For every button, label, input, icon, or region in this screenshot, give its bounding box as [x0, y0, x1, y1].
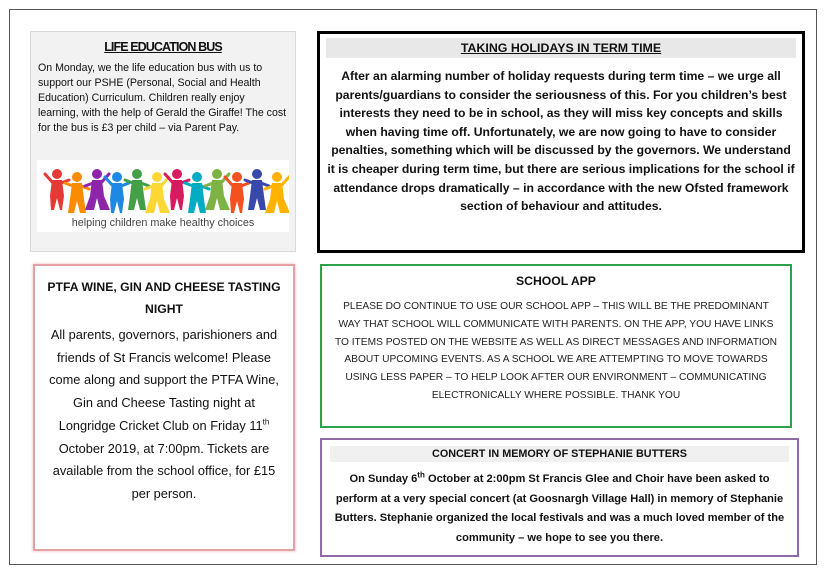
app-title: SCHOOL APP	[516, 274, 596, 288]
child-figure	[185, 172, 209, 213]
life-education-logo	[37, 160, 289, 232]
holidays-body: After an alarming number of holiday requests during term time – we urge all parents/guardians to consider the seriousness of this. For you children’s best interests they need to be in school, as they will miss key concepts and skills when having time off. Unfortunately, we are now going to have to consider penalties, something which will be discussed by the governors. We understand it is cheaper during term time, but there are serious implications for the school if attendance drops dramatically – in accordance with the new Ofsted framework section of behaviour and attitudes.	[327, 69, 795, 214]
child-figure	[165, 169, 189, 210]
ptfa-ordinal: th	[262, 417, 270, 427]
newsletter-page	[9, 9, 817, 565]
child-figure	[65, 172, 89, 213]
ptfa-body-start: All parents, governors, parishioners and friends of St Francis welcome! Please come along and support the PTFA Wine, Gin and Cheese Tasting night at Longridge Cricket Club on Friday 11	[49, 327, 279, 433]
concert-title: CONCERT IN MEMORY OF STEPHANIE BUTTERS	[330, 446, 789, 462]
child-figure	[45, 169, 69, 210]
ptfa-tasting-night-panel	[33, 264, 295, 551]
children-figures-image	[37, 160, 289, 216]
concert-body-end: October at 2:00pm St Francis Glee and Choir have been asked to perform at a very special concert (at Goosnargh Village Hall) in memory of Stephanie Butters. Stephanie organized the local festivals and was a much loved member of the community – we hope to see you there.	[334, 473, 785, 545]
bus-title: LIFE EDUCATION BUS	[104, 40, 222, 54]
term-holidays-panel	[317, 31, 805, 253]
school-app-panel	[320, 264, 792, 428]
app-body: PLEASE DO CONTINUE TO USE OUR SCHOOL APP – THIS WILL BE THE PREDOMINANT WAY THAT SCHOOL WILL COMMUNICATE WITH PARENTS. ON THE APP, YOU HAVE LINKS TO ITEMS POSTED ON THE WEBSITE AS WELL AS DIRECT MESSAGES AND INFORMATION ABOUT UPCOMING EVENTS. AS A SCHOOL WE ARE ATTEMPTING TO MOVE TOWARDS USING LESS PAPER – TO HELP LOOK AFTER OUR ENVIRONMENT – COMMUNICATING ELECTRONICALLY WHERE POSSIBLE. THANK YOU	[334, 301, 778, 401]
concert-body-start: On Sunday 6	[349, 473, 418, 485]
child-figure	[145, 172, 170, 213]
ptfa-body	[43, 324, 285, 506]
concert-body	[330, 470, 789, 549]
holidays-title: TAKING HOLIDAYS IN TERM TIME	[326, 38, 796, 58]
child-figure	[265, 172, 289, 213]
concert-ordinal: th	[417, 470, 425, 480]
concert-panel	[320, 438, 799, 557]
ptfa-title: PTFA WINE, GIN AND CHEESE TASTING NIGHT	[47, 280, 281, 316]
life-education-bus-panel	[30, 31, 296, 252]
logo-tagline: helping children make healthy choices	[71, 217, 255, 229]
ptfa-body-end: October 2019, at 7:00pm. Tickets are available from the school office, for £15 per person.	[52, 440, 276, 501]
bus-body: On Monday, we the life education bus with us to support our PSHE (Personal, Social and Health Education) Curriculum. Children really enjoy learning, with the help of Gerald the Giraffe! The cost for the bus is £3 per child – via Parent Pay.	[38, 62, 287, 134]
